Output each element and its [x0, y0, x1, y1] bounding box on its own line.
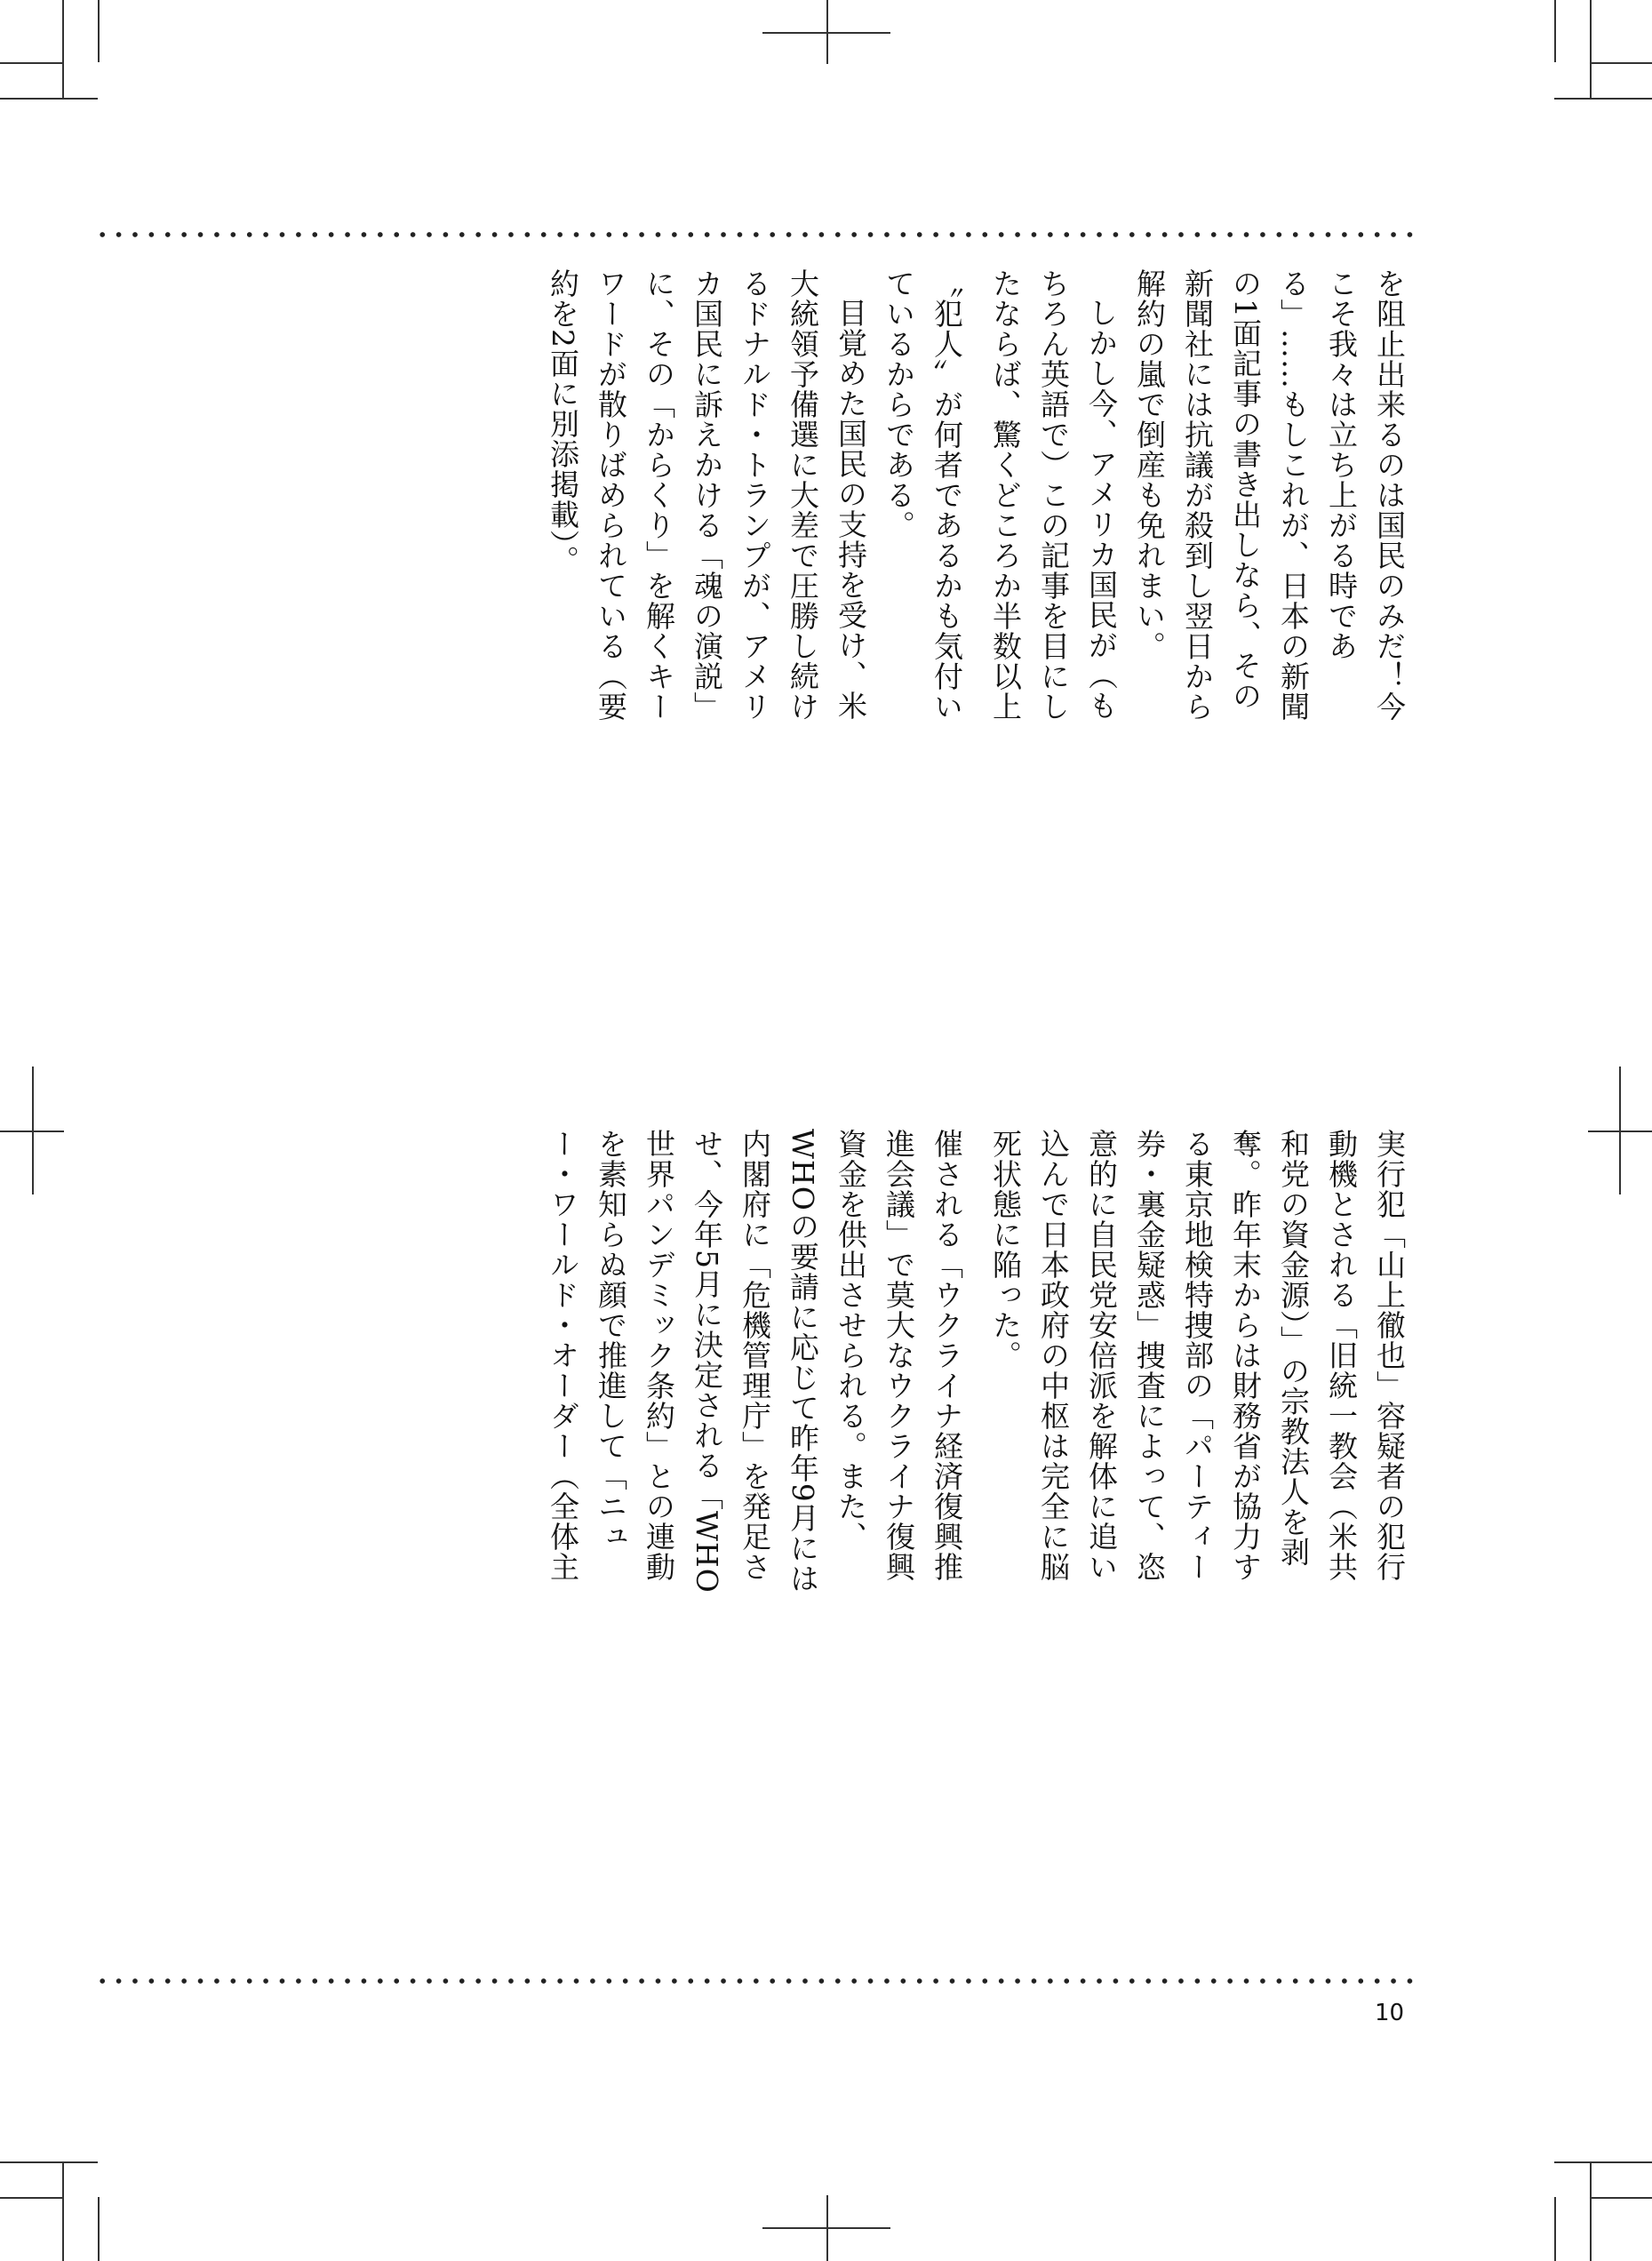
upper-text-block [94, 268, 1413, 735]
crop-mark [1554, 2197, 1556, 2261]
crop-mark [0, 62, 62, 64]
crop-mark [1590, 2161, 1592, 2261]
column-2-top [537, 268, 970, 735]
paragraph: 催される「ウクライナ経済復興推進会議」で莫大なウクライナ復興資金を供出させられる。また、WHOの要請に応じて昨年9月には内閣府に「危機管理庁」を発足させ、今年5月に決定される「WHO世界パンデミック条約」との連動を素知らぬ顔で推進して「ニュー・ワールド・オーダー（全体主 [546, 1129, 964, 1594]
lower-text-block [94, 1129, 1413, 1595]
paragraph: 〝犯人〟が何者であるかも気付いているからである。 [882, 268, 964, 722]
column-3-bottom [979, 1129, 1413, 1595]
paragraph [537, 268, 539, 735]
crop-mark [98, 0, 100, 62]
crop-mark [1554, 2161, 1652, 2163]
paragraph: 目覚めた国民の支持を受け、米大統領予備選に大差で圧勝し続けるドナルド・トランプが、アメリカ国民に訴えかける「魂の演説」に、その「からくり」を解くキーワードが散りばめられている（要約を2面に別添掲載）。 [546, 268, 868, 722]
crop-mark [1590, 62, 1652, 64]
bottom-dotted-rule [94, 1978, 1413, 1984]
paragraph [979, 1129, 981, 1595]
crop-mark [1554, 98, 1652, 100]
registration-mark [826, 0, 828, 64]
paragraph: 実行犯「山上徹也」容疑者の犯行動機とされる「旧統一教会（米共和党の資金源）」の宗教法人を剥奪。昨年末からは財務省が協力する東京地検特捜部の「パーティー券・裏金疑惑」捜査によって、恣意的に自民党安倍派を解体に追い込んで日本政府の中枢は完全に脳死状態に陥った。 [988, 1129, 1407, 1582]
registration-mark [1619, 1067, 1621, 1194]
crop-mark [0, 98, 98, 100]
column-1-top [979, 268, 1413, 735]
crop-mark [0, 2161, 98, 2163]
crop-mark [62, 2161, 64, 2261]
page-number: 10 [1375, 2000, 1405, 2026]
column-4-bottom [537, 1129, 970, 1595]
registration-mark [826, 2195, 828, 2261]
top-dotted-rule [94, 232, 1413, 237]
crop-mark [1590, 2197, 1652, 2199]
crop-mark [98, 2197, 100, 2261]
crop-mark [1554, 0, 1556, 62]
paragraph: しかし今、アメリカ国民が（もちろん英語で）この記事を目にしたならば、驚くどころか半数以上 [988, 268, 1119, 722]
crop-mark [1590, 0, 1592, 98]
registration-mark [32, 1067, 34, 1194]
crop-mark [62, 0, 64, 98]
crop-mark [0, 2197, 62, 2199]
paragraph: を阻止出来るのは国民のみだ！今こそ我々は立ち上がる時である」……もしこれが、日本の新聞の1面記事の書き出しなら、その新聞社には抗議が殺到し翌日から解約の嵐で倒産も免れまい。 [1132, 268, 1407, 722]
